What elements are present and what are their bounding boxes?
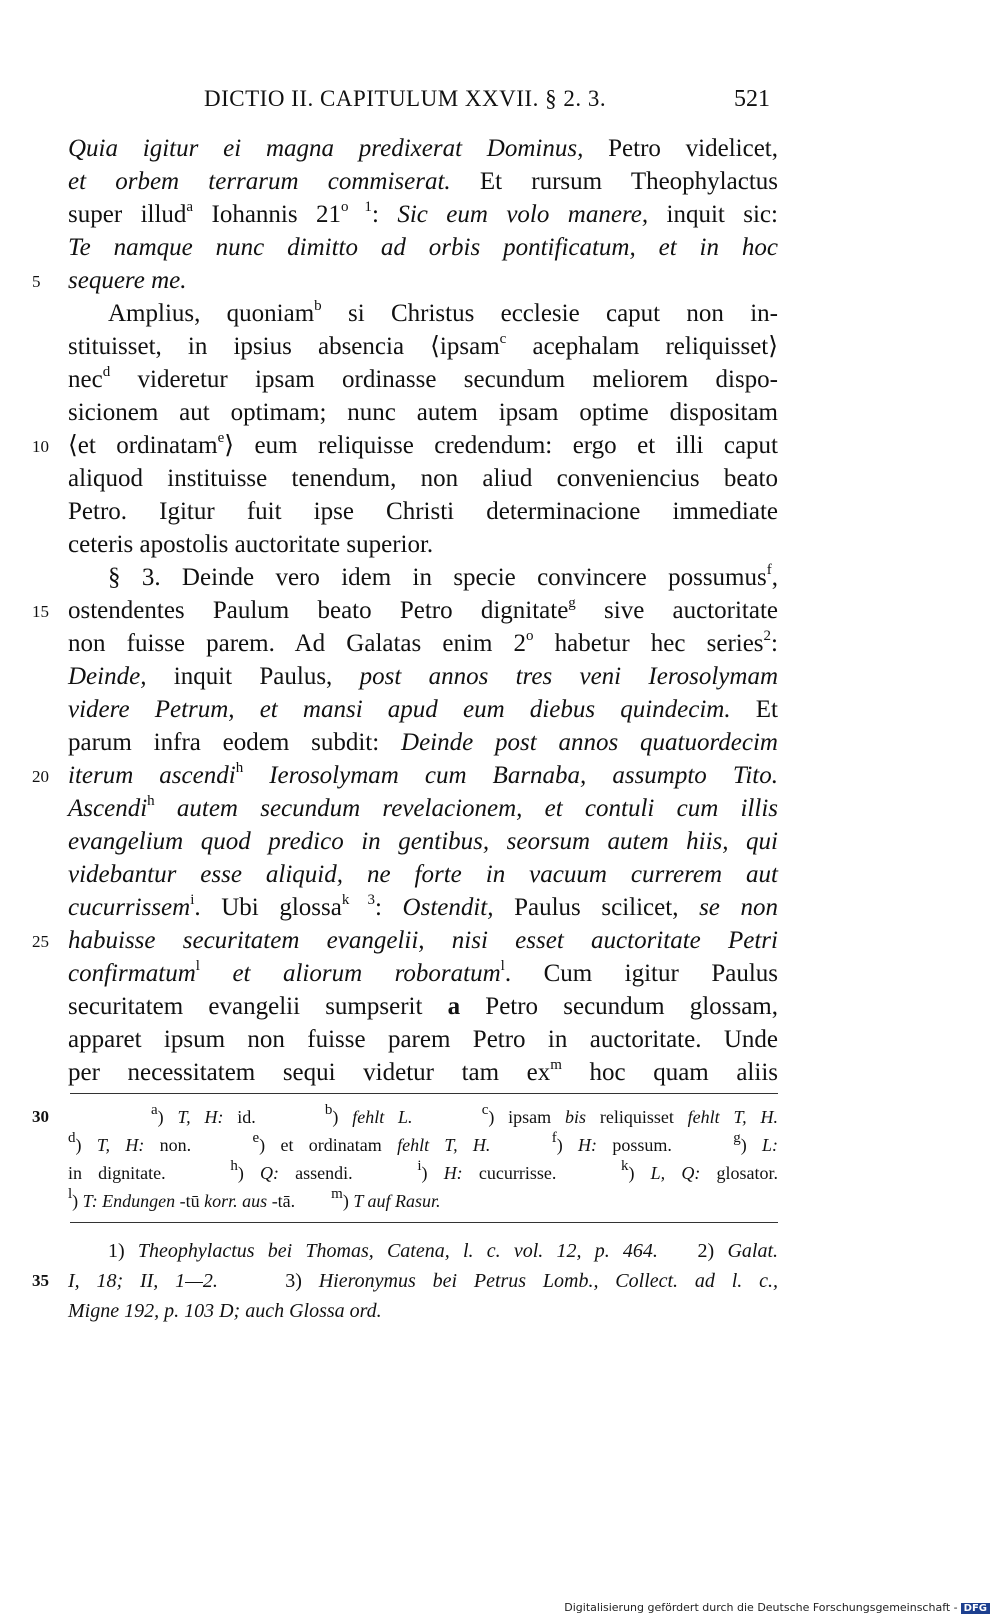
text-line: 15 ostendentes Paulum beato Petro dignitate$^g$ sive auctoritate <box>68 594 778 627</box>
running-header <box>190 82 770 118</box>
text-line: 25 habuisse securitatem evangelii, nisi esset auctoritate Petri <box>68 924 778 957</box>
text-line: ceteris apostolis auctoritate superior. <box>68 531 434 558</box>
line-number: 10 <box>32 437 49 456</box>
text-line: 10 ⟨et ordinatam$^e$⟩ eum reliquisse credendum: ergo et illi caput <box>68 429 778 462</box>
apparatus-line: 30 $^a$) T, H: id. $^b$) fehlt L. $^c$) ipsam bis reliquisset fehlt T, H. <box>68 1103 778 1131</box>
text-line: cucurrissem$^i$. Ubi glossa$^{k 3}$: Ostendit, Paulus scilicet, se non <box>68 891 778 921</box>
text-line: parum infra eodem subdit: Deinde post annos quatuordecim <box>68 729 778 756</box>
text-line: et orbem terrarum commiserat. Et rursum Theophylactus <box>68 168 778 195</box>
text-line: per necessitatem sequi videtur tam $ex^m$ hoc quam aliis <box>68 1056 779 1086</box>
footnote-line: 35 I, 18; II, 1—2. 3) Hieronymus bei Petrus Lomb., Collect. ad l. c., <box>68 1266 778 1296</box>
line-number: 15 <box>32 602 49 621</box>
main-text <box>32 132 779 1089</box>
footer-text: Digitalisierung gefördert durch die Deutsche Forschungsgemeinschaft - <box>564 1601 958 1614</box>
line-number: 35 <box>32 1271 49 1290</box>
apparatus-line: $^d$) T, H: non. $^e$) et ordinatam fehlt T, H. $^f$) H: possum. $^g$) L: <box>68 1130 779 1155</box>
line-number: 25 <box>32 932 49 951</box>
text-line: super illud$^a$ Iohannis $21^{o 1}$: Sic eum volo manere, inquit sic: <box>68 198 778 228</box>
footnote-line: Migne 192, p. 103 D; auch Glossa ord. <box>68 1300 382 1322</box>
page-number: 521 <box>734 86 770 112</box>
line-number: 5 <box>32 272 41 291</box>
text-line: Ascendi$^h$ autem secundum revelacionem, et contuli cum illis <box>68 792 778 822</box>
text-line: Quia igitur ei magna predixerat Dominus, Petro videlicet, <box>68 135 779 162</box>
text-line: Amplius, quoniam$^b$ si Christus ecclesie caput non in- <box>108 297 779 327</box>
text-line: 20 iterum ascendi$^h$ Ierosolymam cum Barnaba, assumpto Tito. <box>68 759 778 792</box>
line-number: 30 <box>32 1107 49 1126</box>
text-line: Te namque nunc dimitto ad orbis pontificatum, et in hoc <box>68 234 778 261</box>
text-line: § 3. Deinde vero idem in specie convincere possumus$^f$, <box>108 561 778 591</box>
critical-apparatus <box>32 1102 779 1215</box>
text-line: securitatem evangelii sumpserit a Petro secundum glossam, <box>68 993 778 1020</box>
apparatus-rule <box>70 1093 778 1094</box>
text-line: stituisset, in ipsius absencia ⟨ipsam$^c$ acephalam reliquisset⟩ <box>68 330 778 360</box>
text-line: nec$^d$ videretur ipsam ordinasse secundum meliorem dispo- <box>68 363 778 393</box>
dfg-logo: DFG <box>961 1603 990 1614</box>
footnote-line: 1) Theophylactus bei Thomas, Catena, l. c. vol. 12, p. 464. 2) Galat. <box>108 1240 778 1262</box>
footnote-rule <box>70 1222 778 1223</box>
text-line: evangelium quod predico in gentibus, seorsum autem hiis, qui <box>68 828 778 855</box>
apparatus-line: $^l$) T: Endungen -tū korr. aus -tā. $^m$) T auf Rasur. <box>68 1186 441 1211</box>
text-line: sicionem aut optimam; nunc autem ipsam optime dispositam <box>68 399 778 426</box>
digitization-footer <box>564 1601 990 1614</box>
source-footnotes <box>32 1236 778 1326</box>
running-title: DICTIO II. CAPITULUM XXVII. § 2. 3. <box>204 86 607 111</box>
text-line: aliquod instituisse tenendum, non aliud conveniencius beato <box>68 465 778 492</box>
text-line: videbantur esse aliquid, ne forte in vacuum currerem aut <box>68 861 778 888</box>
text-line: Petro. Igitur fuit ipse Christi determinacione immediate <box>68 498 778 525</box>
text-line: non fuisse parem. Ad Galatas enim 2$^o$ habetur hec series$^2$: <box>68 627 778 657</box>
text-line: 5 sequere me. <box>68 264 778 297</box>
text-line: videre Petrum, et mansi apud eum diebus quindecim. Et <box>68 696 779 723</box>
text-line: Deinde, inquit Paulus, post annos tres veni Ierosolymam <box>68 663 779 690</box>
text-line: apparet ipsum non fuisse parem Petro in auctoritate. Unde <box>68 1026 778 1053</box>
apparatus-line: in dignitate. $^h$) Q: assendi. $^i$) H: cucurrisse. $^k$) L, Q: glosator. <box>68 1158 779 1183</box>
text-line: confirmatum$^l$ et aliorum roboratum$^l$. Cum igitur Paulus <box>68 957 778 987</box>
line-number: 20 <box>32 767 49 786</box>
